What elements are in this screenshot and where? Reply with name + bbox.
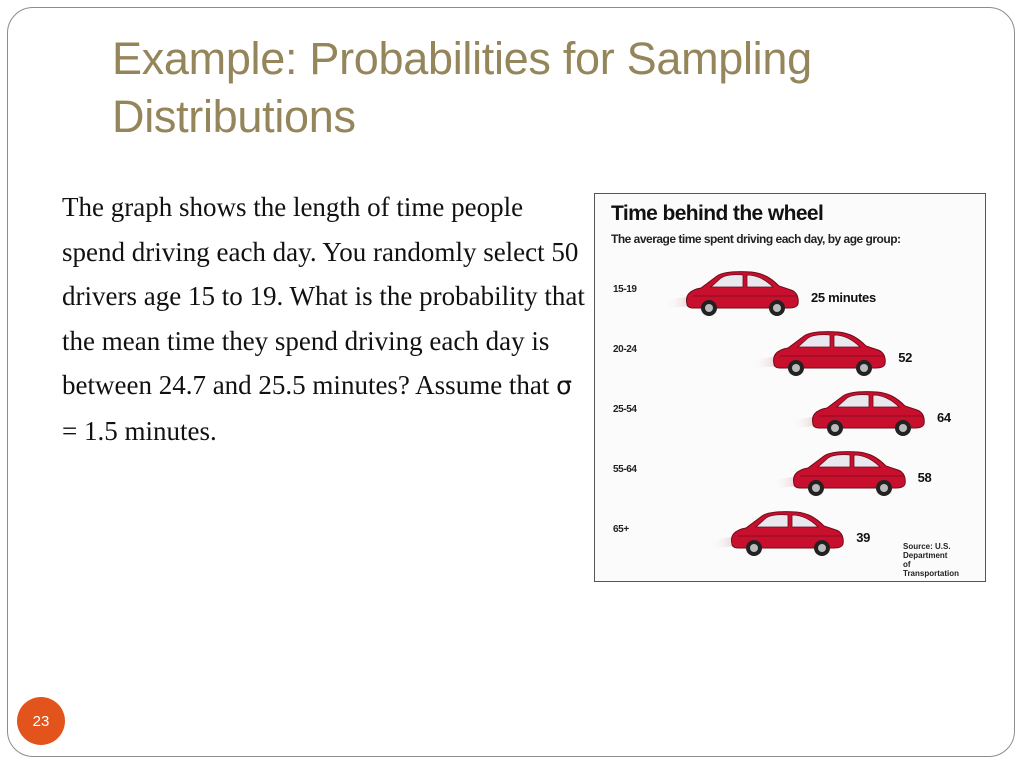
age-group-label: 20-24 <box>613 344 637 355</box>
slide-body-text <box>62 185 592 453</box>
data-label: 39 <box>856 530 871 545</box>
source-line: Source: U.S. <box>903 542 951 551</box>
body-text-part1: The graph shows the length of time people spend driving each day. You randomly select 50 drivers age 15 to 19. What is the probability that the mean time they spend driving each day is between 24.7 and 25.5 minutes? Assume that <box>62 192 585 400</box>
age-group-label: 15-19 <box>613 284 637 295</box>
source-line: Transportation <box>903 569 960 578</box>
page-number-badge <box>17 697 65 745</box>
car-bar <box>710 506 850 556</box>
age-group-label: 65+ <box>613 524 629 535</box>
chart-subtitle: The average time spent driving each day, by age group: <box>611 232 901 246</box>
source-line: of <box>903 560 911 569</box>
data-label: 25 minutes <box>811 290 876 305</box>
car-bar <box>665 266 805 316</box>
sigma-symbol: σ <box>556 371 573 400</box>
page-number: 23 <box>32 712 50 730</box>
data-label: 58 <box>917 470 932 485</box>
age-group-label: 25-54 <box>613 404 637 415</box>
source-line: Department <box>903 551 948 560</box>
chart-title: Time behind the wheel <box>611 202 824 225</box>
data-label: 64 <box>937 410 951 425</box>
car-bar <box>772 446 912 496</box>
chart-figure <box>594 193 986 582</box>
car-bar <box>791 386 931 436</box>
body-text-part2: = 1.5 minutes. <box>62 415 217 446</box>
data-label: 52 <box>898 350 913 365</box>
car-bar <box>752 326 892 376</box>
age-group-label: 55-64 <box>613 464 637 475</box>
chart-source <box>903 542 983 578</box>
slide-title: Example: Probabilities for Sampling Distributions <box>112 33 812 142</box>
